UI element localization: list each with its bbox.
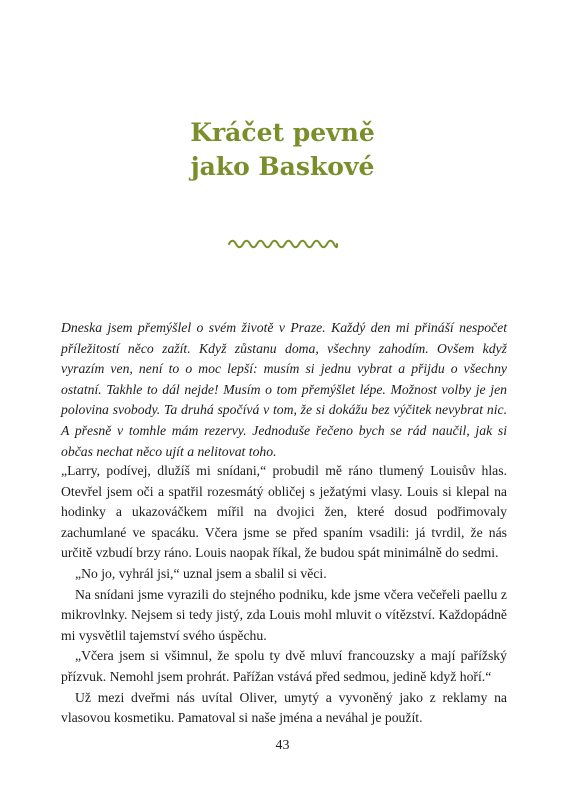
wave-ornament-icon (227, 237, 339, 251)
body-paragraph-5: Už mezi dveřmi nás uvítal Oliver, umytý a vyvoněný jako z reklamy na vlasovou kosmetiku. Pamatoval si naše jména a neváhal je použít. (61, 689, 507, 726)
page-number: 43 (275, 738, 290, 753)
body-paragraph-1: „Larry, podívej, dlužíš mi snídani,“ probudil mě ráno tlumený Louisův hlas. Otevřel jsem oči a spatřil rozesmátý obličej s ježatými vlasy. Louis si klepal na hodinky a ukazováčkem mířil na dvojici žen, které dosud podřimovaly zachumlané ve spacáku. Včera jsme se před spaním vsadili: já tvrdil, že nás určitě vzbudí brzy ráno. Louis naopak říkal, že budou spát minimálně do sedmi. (61, 463, 507, 561)
intro-paragraph (61, 318, 507, 462)
intro-text: Dneska jsem přemýšlel o svém životě v Praze. Každý den mi přináší nespočet příležitostí něco zažít. Když zůstanu doma, všechny zahodím. Ovšem když vyrazím ven, není to o moc lepší: musím si jednu vybrat a přijdu o všechny ostatní. Takhle to dál nejde! Musím o tom přemýšlet lépe. Možnost volby je jen polovina svobody. Ta druhá spočívá v tom, že si dokážu bez výčitek nevybrat nic. A přesně v tomhle mám rezervy. Jednoduše řečeno bych se rád naučil, jak si občas nechat něco ujít a nelitovat toho. (61, 320, 507, 459)
chapter-title (0, 116, 565, 184)
body-paragraph-4: „Včera jsem si všimnul, že spolu ty dvě mluví francouzsky a mají pařížský přízvuk. Nemohl jsem prohrát. Pařížan vstává před sedmou, jedině když hoří.“ (61, 648, 507, 684)
body-text (61, 461, 507, 729)
chapter-title-line-2: jako Baskové (190, 152, 375, 181)
body-paragraph-3: Na snídani jsme vyrazili do stejného podniku, kde jsme včera večeřeli paellu z mikrovlnky. Nejsem si tedy jistý, zda Louis mohl mluvit o vítězství. Každopádně mi vysvětlil tajemství svého úspěchu. (61, 586, 507, 643)
chapter-title-line-1: Kráčet pevně (190, 118, 375, 147)
body-paragraph-2: „No jo, vyhrál jsi,“ uznal jsem a sbalil si věci. (75, 565, 327, 581)
